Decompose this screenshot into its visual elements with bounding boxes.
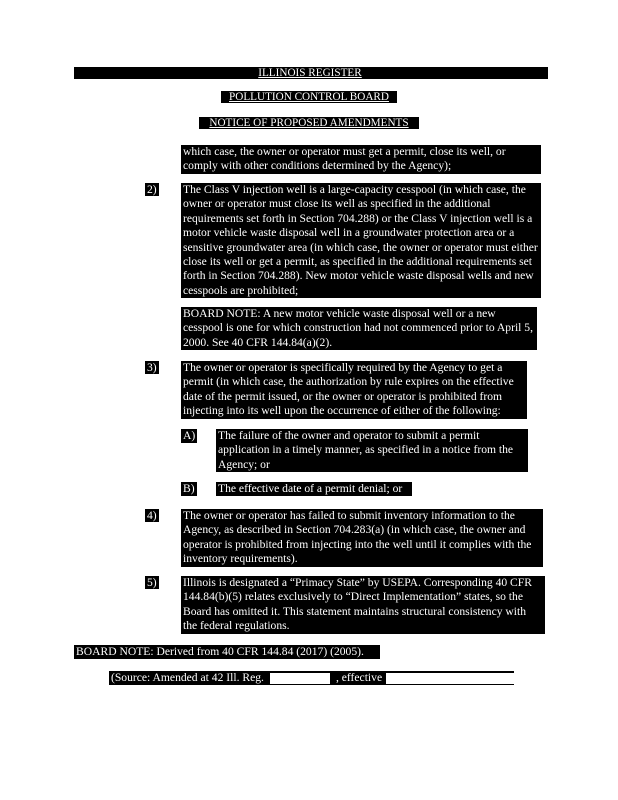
item4-text: The owner or operator has failed to submit inventory information to the Agency, as described in Section 704.283(a) (in which case, the owner and operator is prohibited from injecting into the well until it complies with the inventory requirements). bbox=[181, 509, 543, 567]
source-line bbox=[109, 671, 524, 685]
item5-text: Illinois is designated a “Primacy State” by USEPA. Corresponding 40 CFR 144.84(b)(5) relates exclusively to “Direct Implementation” states, so the Board has omitted it. This statement maintains structural consistency with the federal regulations. bbox=[181, 576, 545, 634]
effective-blank bbox=[386, 673, 516, 684]
subA-label: A) bbox=[183, 429, 196, 442]
board-note-1: BOARD NOTE: A new motor vehicle waste disposal well or a new cesspool is one for which construction had not commenced prior to April 5, 2000. See 40 CFR 144.84(a)(2). bbox=[181, 307, 537, 350]
item4-number: 4) bbox=[147, 509, 157, 522]
item5-number: 5) bbox=[147, 576, 157, 589]
item3-text: The owner or operator is specifically required by the Agency to get a permit (in which case, the authorization by rule expires on the effective date of the permit issued, or the owner or operator is prohibited from injecting into its well upon the occurrence of either of the following: bbox=[181, 361, 527, 419]
source-prefix: (Source: Amended at 42 Ill. Reg. bbox=[111, 671, 264, 684]
item3-number: 3) bbox=[147, 361, 157, 374]
subB-label: B) bbox=[183, 482, 195, 495]
subA-text: The failure of the owner and operator to submit a permit application in a timely manner, as specified in a notice from the Agency; or bbox=[216, 429, 528, 472]
register-title: ILLINOIS REGISTER bbox=[230, 67, 390, 79]
item2-text: The Class V injection well is a large-capacity cesspool (in which case, the owner or operator must close its well as specified in the additional requirements set forth in Section 704.288) or the Class V injection well is a motor vehicle waste disposal well in a groundwater protection area or a sensitive groundwater area (in which case, the owner or operator must either close its well or get a permit, as specified in the additional requirements set forth in Section 704.288). New motor vehicle waste disposal wells and new cesspools are prohibited; bbox=[181, 183, 541, 298]
reg-blank bbox=[270, 673, 330, 684]
item2-number: 2) bbox=[147, 183, 157, 196]
source-middle: , effective bbox=[335, 671, 383, 684]
notice-title: NOTICE OF PROPOSED AMENDMENTS bbox=[199, 117, 419, 129]
subB-text: The effective date of a permit denial; or bbox=[216, 482, 412, 496]
board-note-2: BOARD NOTE: Derived from 40 CFR 144.84 (2017) (2005). bbox=[74, 645, 380, 659]
board-title: POLLUTION CONTROL BOARD bbox=[221, 91, 397, 103]
item1-continuation: which case, the owner or operator must get a permit, close its well, or comply with other conditions determined by the Agency); bbox=[181, 145, 541, 174]
source-suffix: ) bbox=[520, 671, 524, 684]
